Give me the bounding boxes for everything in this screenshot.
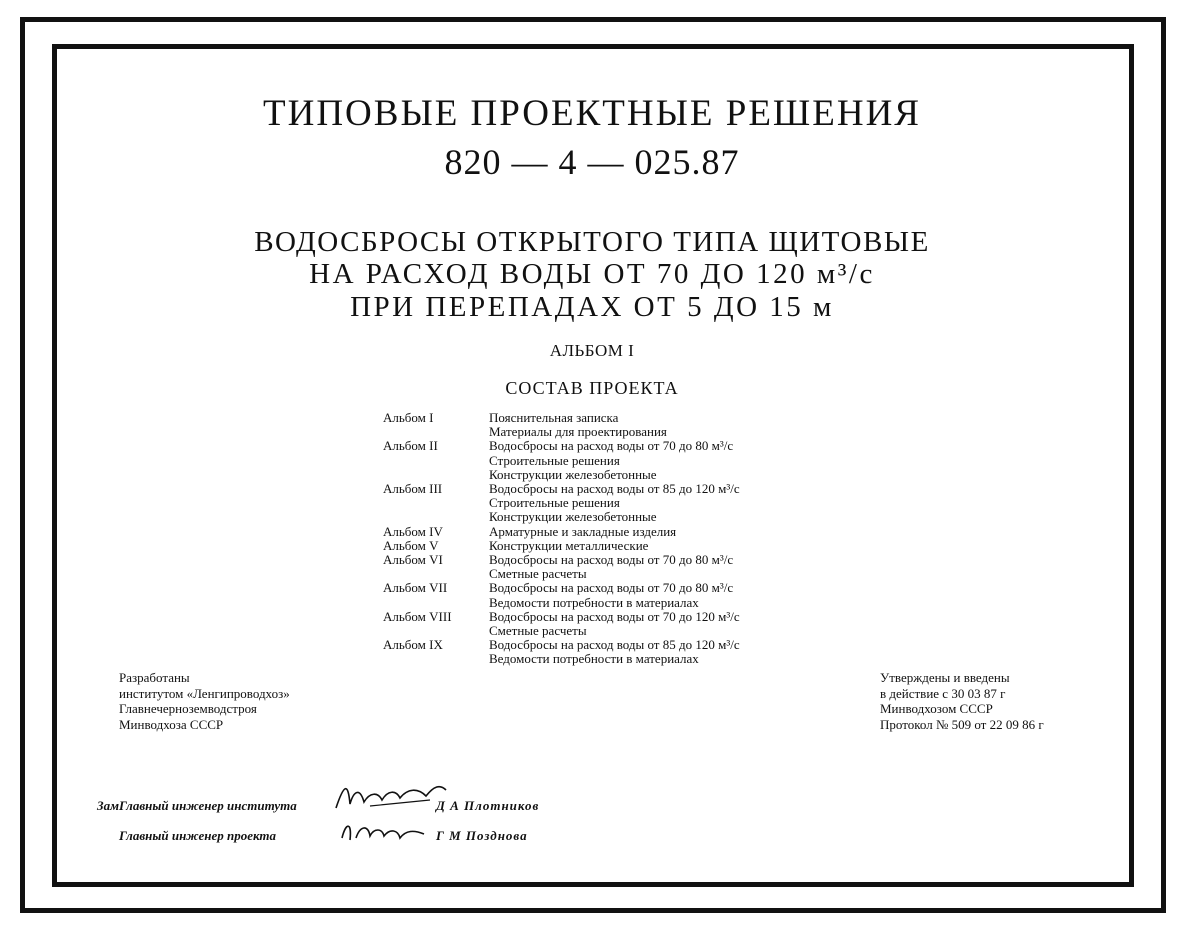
developed-line: Минводхоза СССР	[119, 716, 224, 732]
composition-album-label: Альбом VIII	[383, 608, 452, 624]
project-engineer-name: Г М Позднова	[436, 828, 528, 843]
composition-row	[383, 439, 823, 453]
composition-album-label	[383, 496, 489, 510]
composition-album-label: Альбом I	[383, 410, 434, 425]
composition-album-label	[383, 468, 489, 482]
composition-description: Сметные расчеты	[489, 566, 587, 582]
composition-description: Строительные решения	[489, 495, 620, 511]
composition-description: Пояснительная записка	[489, 410, 619, 425]
composition-album-label	[383, 425, 489, 439]
composition-album-label	[383, 510, 489, 524]
subtitle-line-3: ПРИ ПЕРЕПАДАХ ОТ 5 ДО 15 м	[350, 291, 834, 323]
composition-row	[383, 454, 823, 468]
developed-line: Главнечерноземводстроя	[119, 701, 257, 716]
composition-album-label: Альбом IV	[383, 523, 443, 539]
developed-line: институтом «Ленгипроводхоз»	[119, 685, 290, 701]
composition-description: Строительные решения	[489, 452, 620, 468]
composition-description: Сметные расчеты	[489, 623, 587, 639]
composition-description: Ведомости потребности в материалах	[489, 651, 699, 667]
developed-line: Разработаны	[119, 670, 190, 685]
composition-description: Материалы для проектирования	[489, 424, 667, 440]
composition-row	[383, 496, 823, 510]
composition-row	[383, 411, 823, 425]
approved-line: Протокол № 509 от 22 09 86 г	[880, 716, 1044, 732]
composition-description: Водосбросы на расход воды от 85 до 120 м³/с	[489, 481, 740, 497]
composition-description: Конструкции металлические	[489, 537, 649, 553]
composition-row	[383, 610, 823, 624]
subtitle-line-2: НА РАСХОД ВОДЫ ОТ 70 ДО 120 м³/с	[309, 258, 875, 290]
composition-album-label: Альбом VII	[383, 580, 448, 596]
composition-row	[383, 539, 823, 553]
composition-description: Водосбросы на расход воды от 85 до 120 м³/с	[489, 637, 740, 653]
approved-line: Утверждены и введены	[880, 670, 1010, 685]
composition-description: Конструкции железобетонные	[489, 509, 657, 525]
subtitle-line-1: ВОДОСБРОСЫ ОТКРЫТОГО ТИПА ЩИТОВЫЕ	[254, 226, 930, 258]
composition-description: Водосбросы на расход воды от 70 до 80 м³/с	[489, 438, 734, 454]
composition-album-label	[383, 596, 489, 610]
document-title: ТИПОВЫЕ ПРОЕКТНЫЕ РЕШЕНИЯ	[263, 93, 921, 134]
project-engineer-label: Главный инженер проекта	[119, 828, 277, 843]
approved-block	[880, 670, 1044, 732]
composition-row	[383, 553, 823, 567]
signature-pozdnova	[338, 818, 428, 848]
composition-album-label	[383, 624, 489, 638]
composition-row	[383, 638, 823, 652]
composition-album-label	[383, 652, 489, 666]
signature-plotnikov	[330, 778, 450, 818]
institute-engineer-name: Д А Плотников	[436, 798, 540, 813]
composition-row	[383, 581, 823, 595]
composition-album-label: Альбом V	[383, 537, 439, 553]
composition-row	[383, 567, 823, 581]
composition-description: Водосбросы на расход воды от 70 до 80 м³/с	[489, 580, 734, 596]
composition-album-label	[383, 567, 489, 581]
composition-description: Водосбросы на расход воды от 70 до 80 м³/с	[489, 552, 734, 568]
composition-album-label: Альбом IX	[383, 637, 443, 653]
composition-description: Ведомости потребности в материалах	[489, 594, 699, 610]
document-code: 820 — 4 — 025.87	[444, 142, 740, 182]
composition-description: Арматурные и закладные изделия	[489, 523, 677, 539]
composition-album-label: Альбом II	[383, 438, 438, 454]
composition-list	[383, 411, 823, 667]
composition-description: Конструкции железобетонные	[489, 466, 657, 482]
composition-row	[383, 468, 823, 482]
composition-row	[383, 510, 823, 524]
composition-row	[383, 425, 823, 439]
composition-row	[383, 482, 823, 496]
composition-row	[383, 652, 823, 666]
institute-engineer-label: ЗамГлавный инженер института	[97, 798, 297, 813]
composition-row	[383, 525, 823, 539]
approved-line: Минводхозом СССР	[880, 701, 993, 716]
approved-line: в действие с 30 03 87 г	[880, 685, 1006, 701]
album-label: АЛЬБОМ I	[549, 341, 635, 360]
composition-album-label	[383, 454, 489, 468]
composition-album-label: Альбом VI	[383, 552, 443, 568]
composition-description: Водосбросы на расход воды от 70 до 120 м³/с	[489, 608, 740, 624]
composition-row	[383, 624, 823, 638]
composition-heading: СОСТАВ ПРОЕКТА	[505, 378, 679, 398]
composition-album-label: Альбом III	[383, 481, 443, 497]
developed-block	[119, 670, 290, 732]
composition-row	[383, 596, 823, 610]
